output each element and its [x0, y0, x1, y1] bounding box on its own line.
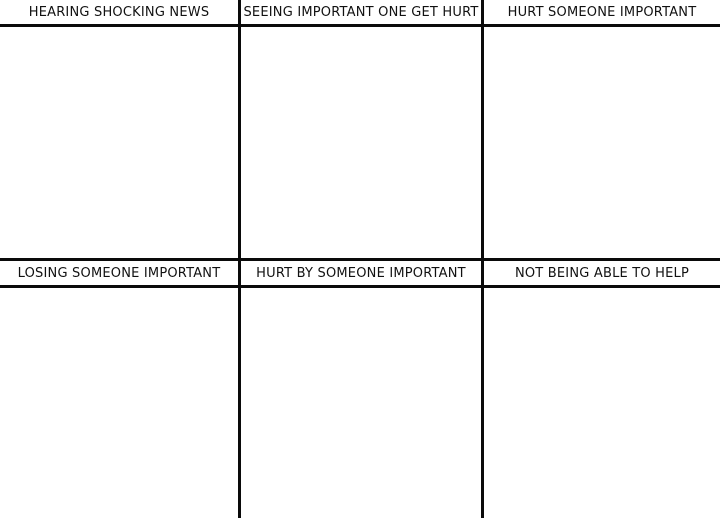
drawing-area — [241, 27, 481, 258]
panel-seeing-important-one-get-hurt — [241, 0, 481, 258]
row-divider — [0, 258, 720, 261]
drawing-area — [484, 27, 720, 258]
panel-title: SEEING IMPORTANT ONE GET HURT — [243, 4, 479, 20]
panel-title: HURT SOMEONE IMPORTANT — [507, 4, 697, 20]
drawing-area — [241, 288, 481, 518]
drawing-area — [0, 288, 238, 518]
panel-hurt-someone-important — [484, 0, 720, 258]
header-divider-bottom — [0, 285, 720, 288]
column-divider-right — [481, 0, 484, 518]
drawing-area — [0, 27, 238, 258]
panel-hurt-by-someone-important — [241, 261, 481, 518]
column-divider-left — [238, 0, 241, 518]
drawing-area — [484, 288, 720, 518]
panel-losing-someone-important — [0, 261, 238, 518]
panel-title: LOSING SOMEONE IMPORTANT — [17, 265, 221, 281]
panel-hearing-shocking-news — [0, 0, 238, 258]
panel-title: HURT BY SOMEONE IMPORTANT — [256, 265, 466, 281]
panel-not-being-able-to-help — [484, 261, 720, 518]
panel-title: NOT BEING ABLE TO HELP — [514, 265, 690, 281]
header-divider-top — [0, 24, 720, 27]
panel-title: HEARING SHOCKING NEWS — [28, 4, 210, 20]
